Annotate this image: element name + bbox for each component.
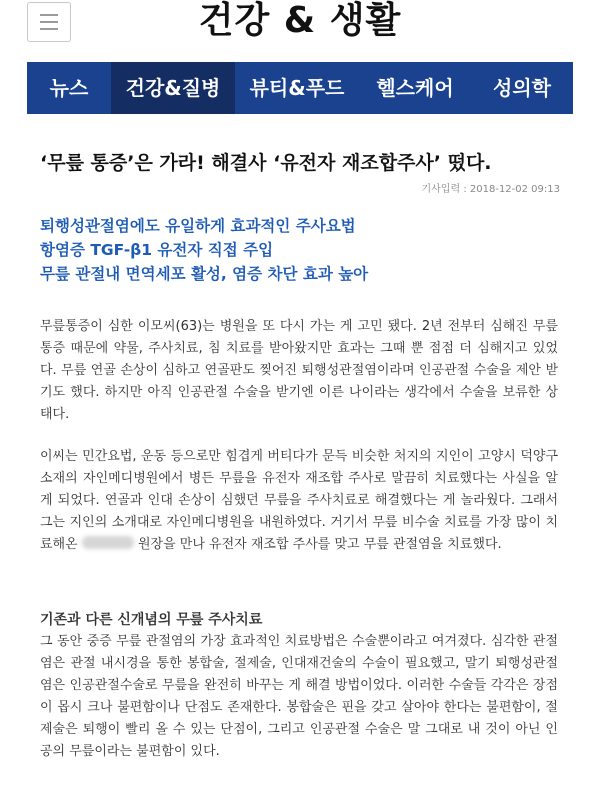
article-paragraph-1: 무릎통증이 심한 이모씨(63)는 병원을 또 다시 가는 게 고민 됐다. 2년 전부터 심해진 무릎 통증 때문에 약물, 주사치료, 침 치료를 받아왔지만 효과는 그때 뿐 점점 더 심해지고 있었다. 무릎 연골 손상이 심하고 연골판도 찢어진 퇴행성관절염이라며 인공관절 수술을 제안 받기도 했다. 하지만 아직 인공관절 수술을 받기엔 이른 나이라는 생각에서 수술을 보류한 상태다. [40, 319, 558, 422]
article-paragraph-2 [40, 446, 558, 556]
section-heading: 기존과 다른 신개념의 무릎 주사치료 [40, 612, 263, 628]
blurred-name [82, 536, 134, 549]
site-title[interactable]: 건강 & 생활 [198, 0, 402, 41]
paragraph-text: 원장을 만나 유전자 재조합 주사를 맞고 무릎 관절염을 치료했다. [137, 537, 502, 552]
nav-item-news[interactable]: 뉴스 [49, 76, 89, 100]
main-nav [27, 62, 573, 114]
subhead: 항염증 TGF-β1 유전자 직접 주입 [40, 241, 274, 259]
nav-item-sexology[interactable]: 성의학 [493, 76, 551, 100]
nav-item-health-disease[interactable]: 건강&질병 [111, 62, 235, 114]
article-paragraph-3: 그 동안 중증 무릎 관절염의 가장 효과적인 치료방법은 수술뿐이라고 여겨졌다. 심각한 관절염은 관절 내시경을 통한 봉합술, 절제술, 인대재건술의 수술이 필요했고, 말기 퇴행성관절염은 인공관절수술로 무릎을 완전히 바꾸는 게 해결 방법이었다. 이러한 수술들 각각은 장점이 몹시 크나 불편함이나 단점도 존재한다. 봉합술은 핀을 갖고 살아야 한다는 불편함이, 절제술은 퇴행이 빨리 올 수 있는 단점이, 그리고 인공관절 수술은 말 그대로 내 것이 아닌 인공의 무릎이라는 불편함이 있다. [40, 634, 558, 759]
article-date: 기사입력 : 2018-12-02 09:13 [421, 184, 560, 195]
paragraph-text: 이씨는 민간요법, 운동 등으로만 힘겹게 버티다가 문득 비슷한 처지의 지인이 고양시 덕양구 소재의 자인메디병원에서 병든 무릎을 유전자 재조합 주사로 말끔히 치료했다는 사실을 알게 되었다. 연골과 인대 손상이 심했던 무릎을 주사치료로 해결했다는 게 놀라웠다. 그래서 그는 지인의 소개대로 자인메디병원을 내원하였다. 거기서 무릎 비수술 치료를 가장 많이 치료해온 [40, 449, 558, 552]
site-header [0, 0, 600, 62]
nav-item-healthcare[interactable]: 헬스케어 [376, 76, 454, 100]
article-subheads [40, 214, 580, 286]
nav-item-beauty-food[interactable]: 뷰티&푸드 [249, 76, 345, 100]
subhead: 무릎 관절내 면역세포 활성, 염증 차단 효과 높아 [40, 265, 369, 283]
article-title: ‘무릎 통증’은 가라! 해결사 ‘유전자 재조합주사’ 떴다. [40, 152, 492, 174]
subhead: 퇴행성관절염에도 유일하게 효과적인 주사요법 [40, 217, 356, 235]
